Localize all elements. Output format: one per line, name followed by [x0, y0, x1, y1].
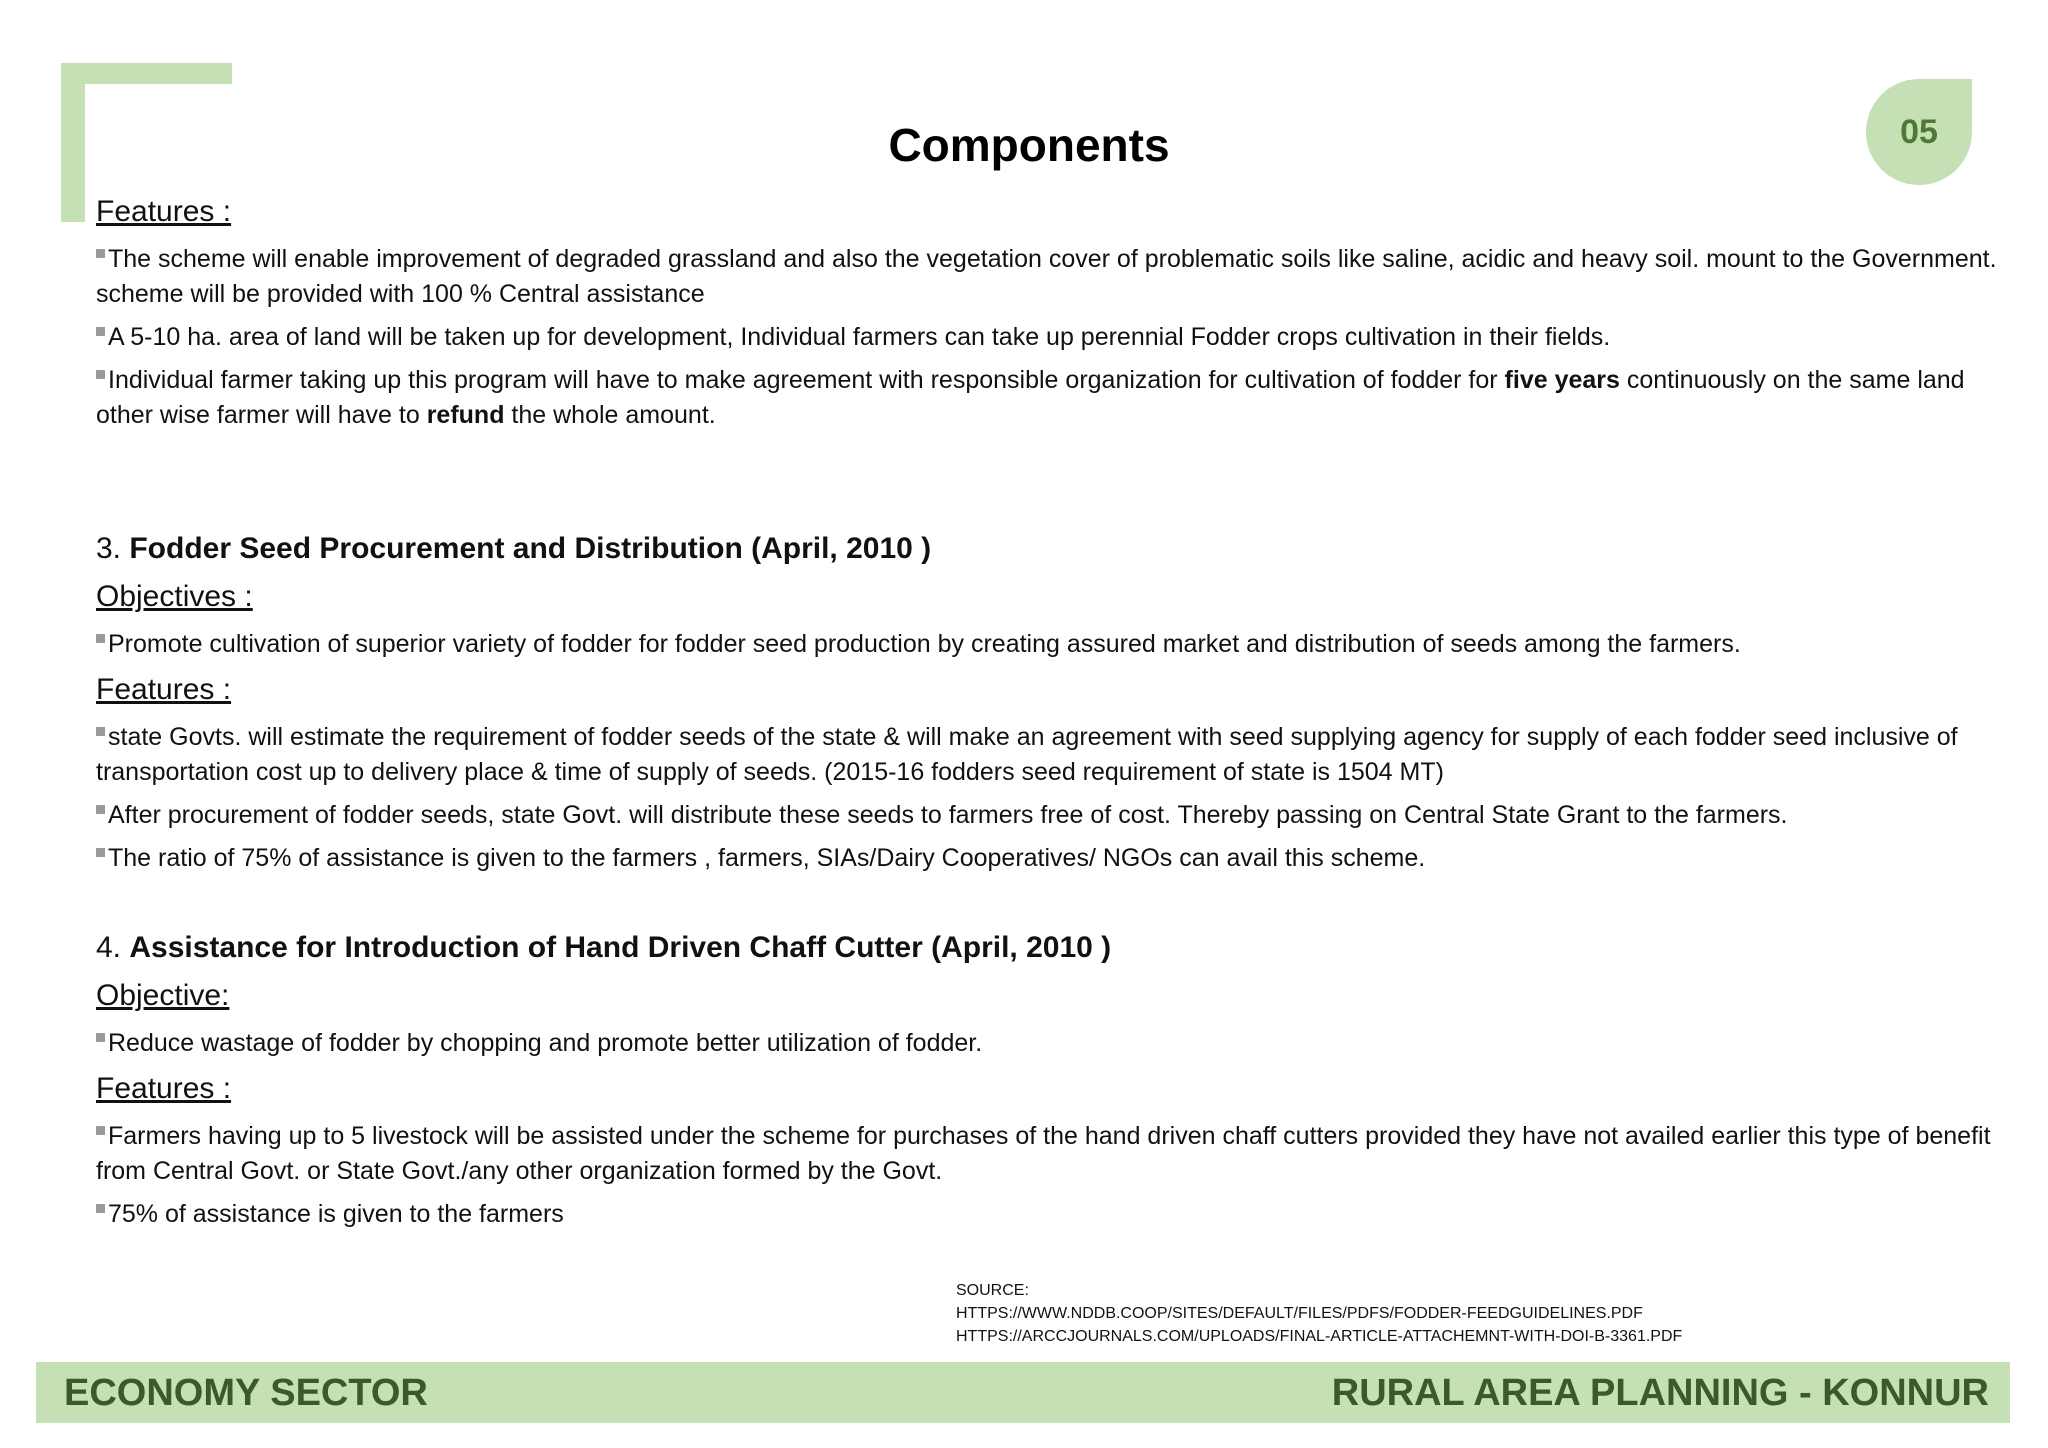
list-item-text: A 5-10 ha. area of land will be taken up for development, Individual farmers can take up perennial Fodder crops cultivation in their fields. — [108, 323, 1611, 351]
bullet-icon — [96, 1033, 105, 1042]
list-item-text: Farmers having up to 5 livestock will be assisted under the scheme for purchases of the hand driven chaff cutters provided they have not availed earlier this type of benefit from Central Govt. or State Govt./any other organization formed by the Govt. — [96, 1122, 1991, 1185]
bullet-icon — [96, 1204, 105, 1213]
list-item — [96, 363, 2016, 433]
list-item-text: Individual farmer taking up this program will have to make agreement with responsible organization for cultivation of fodder for — [108, 366, 1505, 394]
section-3-heading — [96, 529, 2016, 569]
source-label: SOURCE: — [956, 1282, 1029, 1299]
section-4-heading — [96, 928, 2016, 968]
emphasis-refund: refund — [426, 401, 505, 429]
objectives-label-3: Objectives : — [96, 580, 253, 613]
bullet-icon — [96, 727, 105, 736]
list-item-text: 75% of assistance is given to the farmers — [108, 1200, 564, 1228]
section-title: Fodder Seed Procurement and Distribution (April, 2010 ) — [129, 532, 932, 565]
list-item — [96, 242, 2016, 312]
bullet-icon — [96, 327, 105, 336]
list-item-text: Promote cultivation of superior variety of fodder for fodder seed production by creating assured market and distribution of seeds among the farmers. — [108, 630, 1741, 658]
page-title: Components — [888, 119, 1170, 171]
list-item — [96, 1197, 2016, 1232]
list-item — [96, 720, 2016, 790]
emphasis-five-years: five years — [1504, 366, 1620, 394]
list-item — [96, 841, 2016, 876]
source-link[interactable]: HTTPS://ARCCJOURNALS.COM/UPLOADS/FINAL-ARTICLE-ATTACHEMNT-WITH-DOI-B-3361.PDF — [956, 1328, 1683, 1345]
list-item-text: continuously on the same land other wise farmer will have to — [96, 366, 1965, 429]
source-block — [956, 1279, 1682, 1348]
bullet-icon — [96, 1126, 105, 1135]
list-item-text: the whole amount. — [504, 401, 716, 429]
bullet-icon — [96, 805, 105, 814]
list-item — [96, 627, 2016, 662]
section-number: 3. — [96, 532, 130, 565]
footer-bar — [36, 1362, 2010, 1423]
features-label-3: Features : — [96, 673, 232, 706]
page-number: 05 — [1900, 112, 1938, 151]
list-item-text: state Govts. will estimate the requirement of fodder seeds of the state & will make an agreement with seed supplying agency for supply of each fodder seed inclusive of transportation cost up to delivery place & time of supply of seeds. (2015-16 fodders seed requirement of state is 1504 MT) — [96, 723, 1958, 786]
list-item — [96, 1026, 2016, 1061]
list-item-text: The ratio of 75% of assistance is given to the farmers , farmers, SIAs/Dairy Cooperatives/ NGOs can avail this scheme. — [108, 844, 1426, 872]
bullet-icon — [96, 249, 105, 258]
list-item-text: The scheme will enable improvement of degraded grassland and also the vegetation cover of problematic soils like saline, acidic and heavy soil. mount to the Government. scheme will be provided with 100 % Central assistance — [96, 245, 1997, 308]
content-body — [96, 192, 2016, 1240]
list-item — [96, 1119, 2016, 1189]
section-number: 4. — [96, 931, 130, 964]
bullet-icon — [96, 848, 105, 857]
bullet-icon — [96, 370, 105, 379]
footer-sector-label: ECONOMY SECTOR — [64, 1372, 428, 1414]
list-item-text: Reduce wastage of fodder by chopping and promote better utilization of fodder. — [108, 1029, 983, 1057]
list-item-text: After procurement of fodder seeds, state Govt. will distribute these seeds to farmers free of cost. Thereby passing on Central State Grant to the farmers. — [108, 801, 1788, 829]
objective-label-4: Objective: — [96, 979, 230, 1012]
features-label-4: Features : — [96, 1072, 232, 1105]
features-label-1: Features : — [96, 195, 232, 228]
source-link[interactable]: HTTPS://WWW.NDDB.COOP/SITES/DEFAULT/FILES/PDFS/FODDER-FEEDGUIDELINES.PDF — [956, 1305, 1643, 1322]
list-item — [96, 320, 2016, 355]
corner-bracket-top — [61, 63, 232, 84]
footer-project-label: RURAL AREA PLANNING - KONNUR — [1331, 1372, 1989, 1414]
bullet-icon — [96, 634, 105, 643]
list-item — [96, 798, 2016, 833]
section-title: Assistance for Introduction of Hand Driven Chaff Cutter (April, 2010 ) — [129, 931, 1112, 964]
